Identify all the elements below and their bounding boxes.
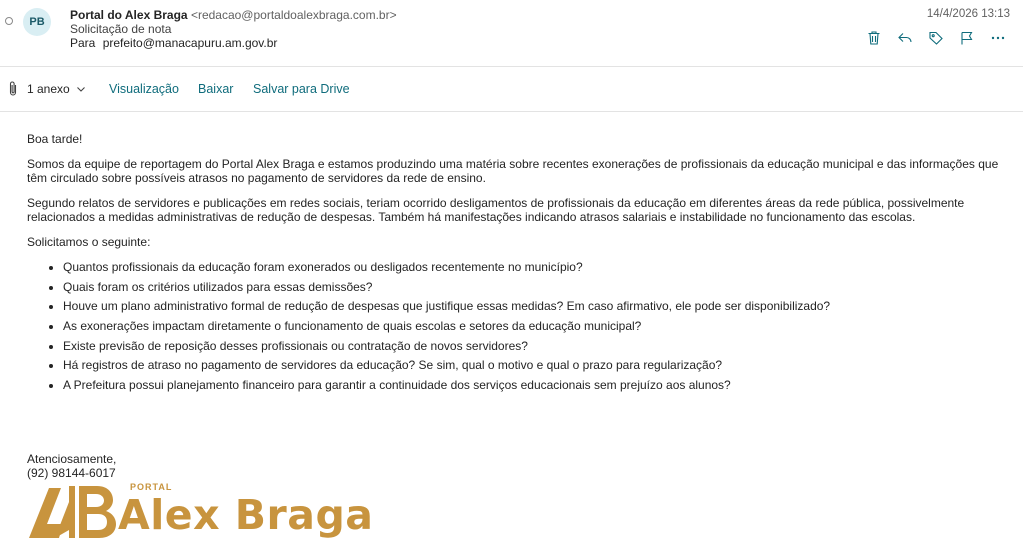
recipient-line — [70, 36, 277, 50]
tag-button[interactable] — [920, 28, 951, 48]
message-actions — [858, 28, 1013, 48]
tag-icon — [928, 30, 944, 46]
select-radio[interactable] — [5, 17, 13, 25]
body-paragraph: Segundo relatos de servidores e publicações em redes sociais, teriam ocorrido desligamentos de profissionais da educação em diferentes áreas da rede pública, possivelmente relacionados a medidas administrativas de redução de despesas. Também há manifestações indicando atrasos salariais e instabilidade no funcionamento das escolas. — [27, 196, 965, 224]
reply-icon — [897, 30, 913, 46]
message-datetime: 14/4/2026 13:13 — [926, 8, 1010, 20]
recipient-email[interactable]: prefeito@manacapuru.am.gov.br — [102, 36, 278, 50]
flag-icon — [959, 30, 975, 46]
list-item: • Existe previsão de reposição desses profissionais ou contratação de novos servidores? — [63, 339, 1007, 353]
save-to-drive-link[interactable]: Salvar para Drive — [253, 82, 350, 96]
paperclip-icon — [6, 80, 20, 98]
portal-logo — [27, 480, 374, 540]
list-item: • Quantos profissionais da educação foram exonerados ou desligados recentemente no município? — [63, 260, 1007, 274]
message-header — [0, 0, 1023, 66]
attachment-divider — [0, 111, 1023, 112]
list-item: • Há registros de atraso no pagamento de servidores da educação? Se sim, qual o motivo e qual o prazo para regularização? — [63, 358, 1007, 372]
request-intro: Solicitamos o seguinte: — [27, 235, 151, 249]
logo-name-text: Alex Braga — [118, 491, 374, 539]
flag-button[interactable] — [951, 28, 982, 48]
signature — [27, 452, 116, 480]
delete-button[interactable] — [858, 28, 889, 48]
to-label: Para — [70, 36, 96, 50]
list-item: • A Prefeitura possui planejamento financeiro para garantir a continuidade dos serviços educacionais sem prejuízo aos alunos? — [63, 378, 1007, 392]
signature-closing: Atenciosamente, — [27, 452, 117, 466]
attachment-count-dropdown[interactable] — [27, 82, 86, 96]
subject: Solicitação de nota — [70, 22, 172, 36]
sender-line — [70, 8, 397, 22]
list-item: • Quais foram os critérios utilizados para essas demissões? — [63, 280, 1007, 294]
preview-link[interactable]: Visualização — [109, 82, 179, 96]
logo-portal-text: PORTAL — [130, 482, 173, 492]
more-icon — [990, 30, 1006, 46]
sender-name[interactable]: Portal do Alex Braga — [70, 8, 188, 22]
request-list — [27, 260, 1007, 392]
list-item: • As exonerações impactam diretamente o funcionamento de quais escolas e setores da educação municipal? — [63, 319, 1007, 333]
attachment-bar — [0, 67, 1023, 111]
signature-phone: (92) 98144-6017 — [27, 466, 116, 480]
message-body — [27, 132, 1007, 398]
trash-icon — [866, 30, 882, 46]
sender-email[interactable]: <redacao@portaldoalexbraga.com.br> — [190, 8, 397, 22]
download-link[interactable]: Baixar — [198, 82, 234, 96]
greeting: Boa tarde! — [27, 132, 83, 146]
chevron-down-icon — [76, 84, 86, 94]
list-item: • Houve um plano administrativo formal de redução de despesas que justifique essas medidas? Em caso afirmativo, ele pode ser disponibilizado? — [63, 299, 1007, 313]
more-button[interactable] — [982, 28, 1013, 48]
alex-braga-logo-mark — [29, 482, 117, 538]
body-paragraph: Somos da equipe de reportagem do Portal Alex Braga e estamos produzindo uma matéria sobre recentes exonerações de profissionais da educação municipal e das informações que têm circulado sobre possíveis atrasos no pagamento de servidores da rede de ensino. — [27, 157, 999, 185]
attachment-count-label: 1 anexo — [27, 82, 70, 96]
avatar[interactable]: PB — [23, 8, 51, 36]
reply-button[interactable] — [889, 28, 920, 48]
